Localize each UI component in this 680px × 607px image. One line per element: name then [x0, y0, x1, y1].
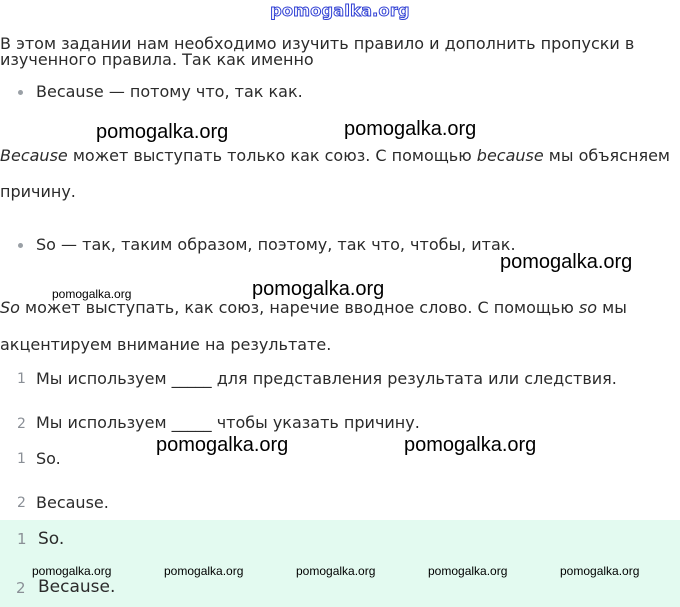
watermark: pomogalka.org [164, 564, 244, 578]
rule-because-desc-line2: причину. [0, 182, 76, 201]
answer-number: 2 [17, 495, 26, 511]
final-answer-text: Because. [38, 577, 116, 597]
watermark: pomogalka.org [52, 287, 132, 301]
final-answer-number: 1 [17, 530, 27, 548]
watermark: pomogalka.org [428, 564, 508, 578]
watermark: pomogalka.org [32, 564, 112, 578]
bullet-dot [18, 90, 23, 95]
watermark: pomogalka.org [344, 118, 477, 140]
term-so-2: so [578, 298, 598, 317]
desc-end: мы [597, 298, 627, 317]
watermark: pomogalka.org [500, 251, 633, 273]
term-so: So [0, 298, 20, 317]
task-number: 2 [17, 416, 26, 432]
final-answer-number: 2 [16, 579, 26, 597]
watermark: pomogalka.org [560, 564, 640, 578]
term-because-2: because [476, 146, 544, 165]
bullet-dot [18, 243, 23, 248]
task-number: 1 [17, 371, 26, 387]
rule-because-desc [0, 146, 670, 165]
task-text: Мы используем _____ чтобы указать причину. [36, 413, 420, 432]
final-answer-text: So. [38, 529, 65, 549]
task-text: Мы используем _____ для представления результата или следствия. [36, 369, 617, 388]
rule-so-desc-line2: акцентируем внимание на результате. [0, 335, 332, 354]
answer-text: So. [36, 449, 61, 468]
rule-because-bullet: Because — потому что, так как. [36, 82, 303, 101]
desc-mid: может выступать, как союз, наречие вводное слово. С помощью [19, 298, 579, 317]
watermark: pomogalka.org [156, 434, 289, 456]
answer-number: 1 [17, 451, 26, 467]
watermark: pomogalka.org [296, 564, 376, 578]
watermark: pomogalka.org [252, 278, 385, 300]
intro-cut-line: изученного правила. Так как именно [0, 50, 314, 69]
intro-text: В этом задании нам необходимо изучить правило и дополнить пропуски в [0, 34, 635, 53]
site-header-logo: pomogalka.org [270, 1, 410, 20]
term-because: Because [0, 146, 68, 165]
desc-end: мы объясняем [543, 146, 670, 165]
desc-mid: может выступать только как союз. С помощью [67, 146, 477, 165]
watermark: pomogalka.org [96, 121, 229, 143]
rule-so-bullet: So — так, таким образом, поэтому, так что, чтобы, итак. [36, 235, 516, 254]
answer-text: Because. [36, 493, 109, 512]
watermark: pomogalka.org [404, 434, 537, 456]
